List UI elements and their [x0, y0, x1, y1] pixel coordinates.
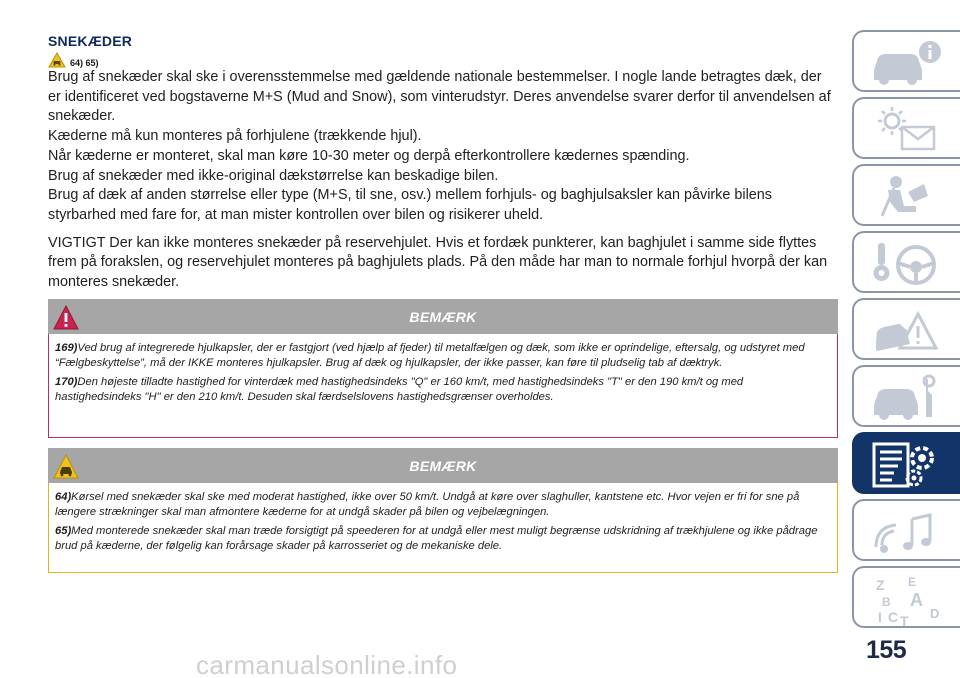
- svg-text:A: A: [910, 590, 923, 610]
- tab-index[interactable]: [852, 566, 960, 628]
- item-number: 65): [55, 525, 72, 537]
- tab-technical-data[interactable]: [852, 432, 960, 494]
- svg-text:Z: Z: [876, 577, 885, 593]
- car-info-icon: [868, 36, 948, 90]
- note-item: [55, 490, 831, 519]
- tab-car-info[interactable]: [852, 30, 960, 92]
- index-icon: [868, 572, 948, 626]
- tab-warning-lights[interactable]: [852, 97, 960, 159]
- svg-text:I: I: [878, 609, 882, 625]
- warning-header: [48, 299, 838, 334]
- svg-text:D: D: [930, 606, 940, 621]
- reference-line: [48, 50, 99, 68]
- tab-multimedia[interactable]: [852, 499, 960, 561]
- body-text: [48, 68, 838, 293]
- paragraph: Brug af snekæder skal ske i overensstemmelse med gældende nationale bestemmelser. I nogle lande betragtes dæk, der er identificeret ved bogstaverne M+S (Mud and Snow), som vinterudstyr. Deres anvendelse svarer derfor til anvendelsen af snekæder.: [48, 69, 831, 125]
- page-number: 155: [866, 636, 907, 664]
- note-header: [48, 448, 838, 483]
- note-title: BEMÆRK: [409, 458, 477, 474]
- note-item: [55, 524, 831, 553]
- technical-data-icon: [868, 438, 948, 492]
- warning-title: BEMÆRK: [409, 309, 477, 325]
- svg-text:B: B: [882, 595, 891, 609]
- tab-maintenance[interactable]: [852, 365, 960, 427]
- svg-text:T: T: [900, 613, 909, 626]
- svg-text:E: E: [908, 575, 917, 589]
- reference-numbers: 64) 65): [70, 58, 99, 68]
- warning-item: [55, 341, 831, 370]
- paragraph: Brug af dæk af anden størrelse eller type (M+S, til sne, osv.) mellem forhjuls- og baghjulsaksler kan påvirke bilens styrbarhed med fare for, at man mister kontrollen over bilen og risikerer uheld.: [48, 187, 772, 223]
- warning-item: [55, 375, 831, 404]
- tab-start-drive[interactable]: [852, 231, 960, 293]
- airbag-seat-icon: [868, 170, 948, 224]
- item-text: Kørsel med snekæder skal ske med moderat hastighed, ikke over 50 km/t. Undgå at køre over slaghuller, kantstene etc. Hvor vejen er fri for sne på længere strækninger skal man afmontere kæderne for at undgå skader på bilen og vejbelægningen.: [55, 491, 800, 518]
- item-number: 170): [55, 376, 78, 388]
- item-text: Ved brug af integrerede hjulkapsler, der er fastgjort (ved hjælp af fjeder) til metalfælgen og dæk, som ikke er oprindelige, eftersalg, og udstyret med “Fælgbeskyttelse”, må der IKKE monteres hjulkapsler. Brug af dæk og hjulkapsler, der ikke passer, kan føre til pludselig tab af dæktryk.: [55, 342, 805, 369]
- tab-emergency[interactable]: [852, 298, 960, 360]
- warning-box: [48, 334, 838, 438]
- car-maintenance-icon: [868, 371, 948, 425]
- car-breakdown-icon: [868, 304, 948, 358]
- note-box: [48, 483, 838, 573]
- item-text: Med monterede snekæder skal man træde forsigtigt på speederen for at undgå eller mest muligt begrænse udskridning af trækhjulene og ikke pådrage brud på kæderne, der følgelig kan forårsage skader på karrosseriet og de mekaniske dele.: [55, 525, 818, 552]
- paragraph: Brug af snekæder med ikke-original dækstørrelse kan beskadige bilen.: [48, 167, 499, 184]
- paragraph-important: VIGTIGT Der kan ikke monteres snekæder på reservehjulet. Hvis et fordæk punkterer, kan baghjulet i samme side flyttes frem på forakslen, og reservehjulet monteres på baghjulets plads. På den måde har man to normale forhjul hvorpå der kan monteres snekæder.: [48, 234, 828, 291]
- section-heading: SNEKÆDER: [48, 33, 133, 49]
- tab-safety[interactable]: [852, 164, 960, 226]
- key-steering-wheel-icon: [868, 237, 948, 291]
- warning-lights-icon: [868, 103, 948, 157]
- item-number: 169): [55, 342, 78, 354]
- multimedia-icon: [868, 505, 948, 559]
- paragraph: Kæderne må kun monteres på forhjulene (trækkende hjul).: [48, 128, 422, 145]
- item-number: 64): [55, 491, 72, 503]
- paragraph: Når kæderne er monteret, skal man køre 10-30 meter og derpå efterkontrollere kædernes spænding.: [48, 147, 690, 164]
- svg-text:C: C: [888, 609, 899, 625]
- watermark: carmanualsonline.info: [196, 650, 458, 678]
- item-text: Den højeste tilladte hastighed for vinterdæk med hastighedsindeks "Q" er 160 km/t, med hastighedsindeks "T" er den 190 km/t og med hastighedsindeks "H" er den 210 km/t. Desuden skal færdselslovens hastighedsgrænser overholdes.: [55, 376, 744, 403]
- caution-car-icon: [48, 52, 66, 68]
